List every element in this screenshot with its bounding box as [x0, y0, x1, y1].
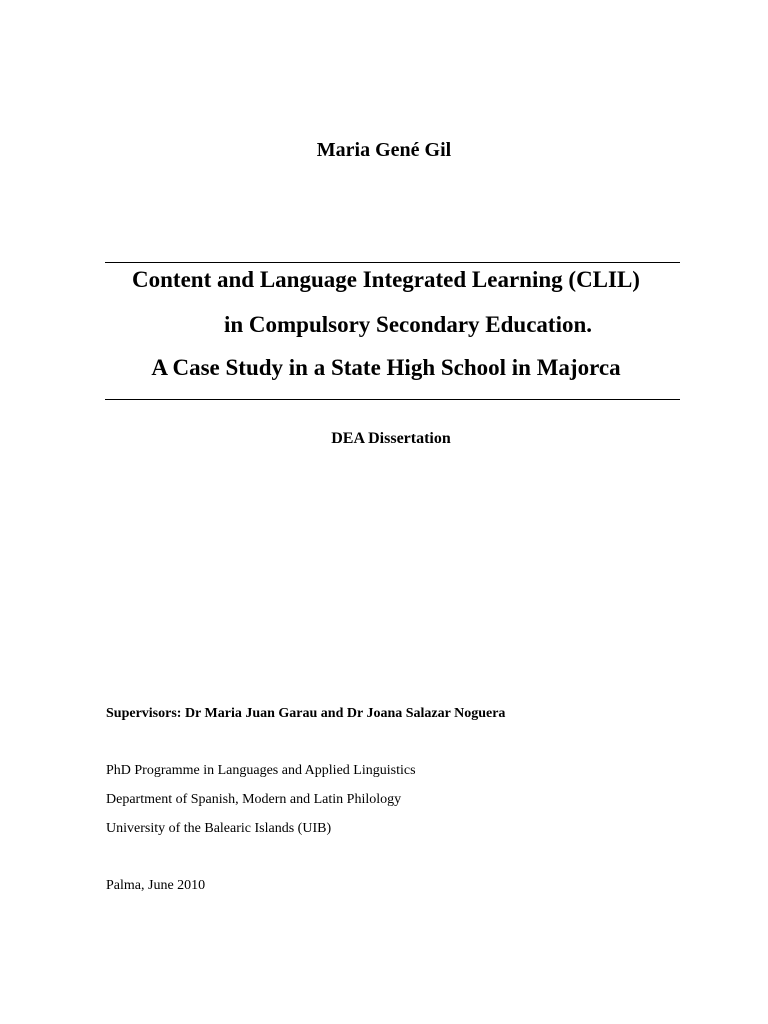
affiliation-university: University of the Balearic Islands (UIB): [106, 821, 332, 836]
degree-type: DEA Dissertation: [331, 430, 451, 447]
title-rule-top: [105, 262, 680, 263]
author-name: Maria Gené Gil: [316, 139, 452, 161]
affiliation-department: Department of Spanish, Modern and Latin Philology: [106, 792, 402, 807]
title-rule-bottom: [105, 399, 680, 400]
title-line-1: Content and Language Integrated Learning (CLIL): [132, 267, 640, 292]
affiliation-programme: PhD Programme in Languages and Applied Linguistics: [106, 763, 416, 778]
place-and-date: Palma, June 2010: [106, 878, 206, 893]
title-line-2: in Compulsory Secondary Education.: [223, 312, 593, 337]
title-line-3: A Case Study in a State High School in Majorca: [151, 355, 621, 380]
supervisors-line: Supervisors: Dr Maria Juan Garau and Dr Joana Salazar Noguera: [106, 706, 506, 721]
